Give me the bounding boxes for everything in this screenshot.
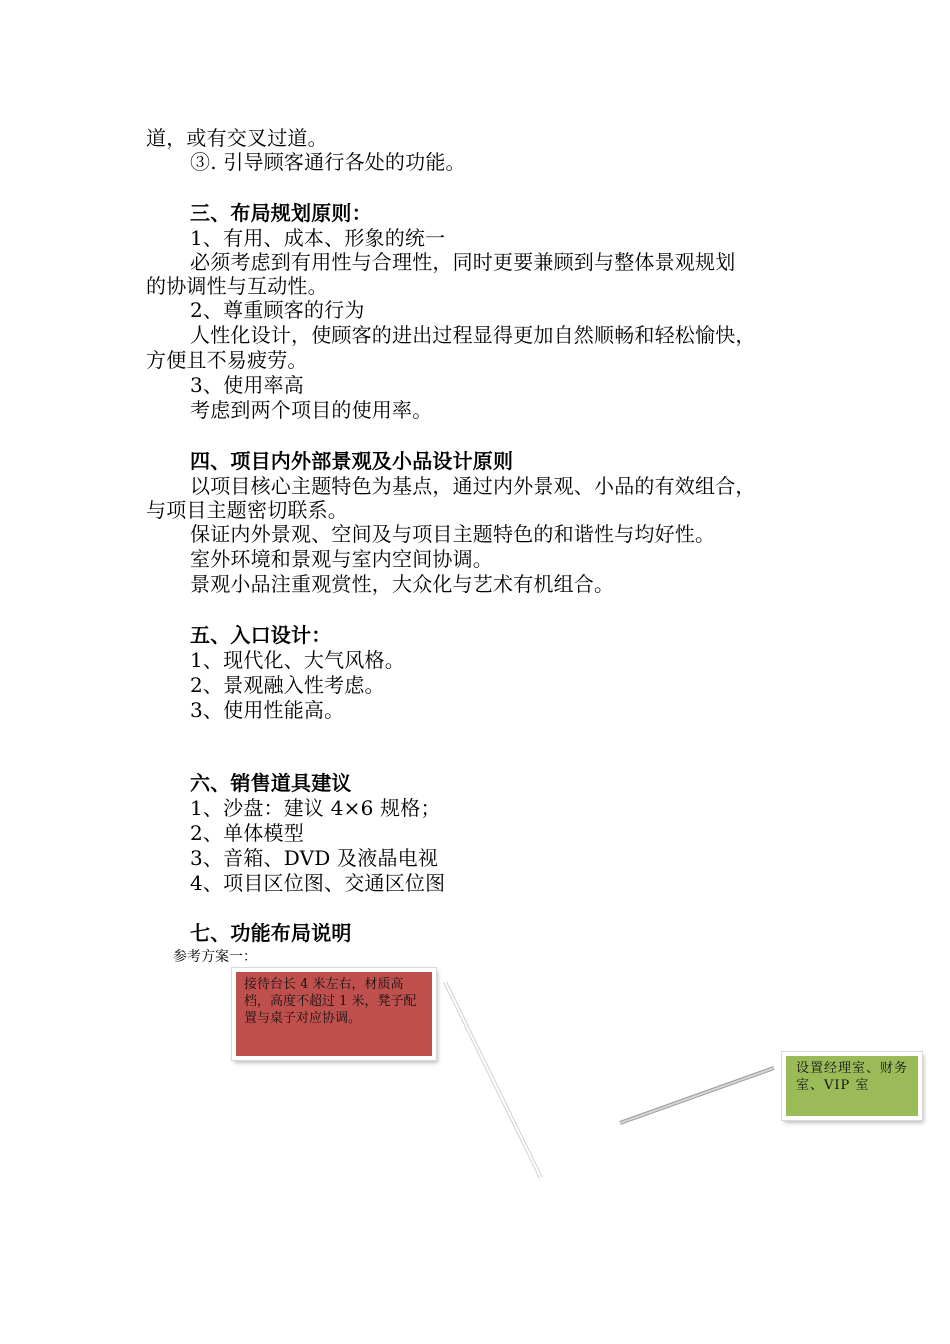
body-text-line: 与项目主题密切联系。: [146, 498, 348, 522]
body-text-line: 1、现代化、大气风格。: [190, 648, 405, 672]
body-text-line: 以项目核心主题特色为基点，通过内外景观、小品的有效组合，: [190, 474, 756, 498]
body-text-line: 2、尊重顾客的行为: [190, 298, 365, 322]
body-text-line: 保证内外景观、空间及与项目主题特色的和谐性与均好性。: [190, 522, 716, 546]
body-text-line: 必须考虑到有用性与合理性，同时更要兼顾到与整体景观规划: [190, 250, 736, 274]
connector-line-offices: [620, 1068, 774, 1123]
body-text-line: 2、单体模型: [190, 821, 304, 845]
connector-line-reception: [445, 982, 541, 1178]
body-text-line: 3、使用率高: [190, 373, 304, 397]
section-heading-entrance-design: 五、入口设计：: [190, 623, 332, 647]
connector-line-reception-highlight: [445, 982, 541, 1178]
section-heading-function-layout: 七、功能布局说明: [190, 921, 352, 945]
section-heading-landscape-principles: 四、项目内外部景观及小品设计原则: [190, 449, 514, 473]
body-text-line: 3、音箱、DVD 及液晶电视: [190, 846, 439, 870]
callout-box-reception: 接待台长 4 米左右，材质高档，高度不超过 1 米，凳子配置与桌子对应协调。: [232, 968, 436, 1060]
callout-box-offices: 设置经理室、财务室、VIP 室: [782, 1052, 922, 1120]
body-text-line: 2、景观融入性考虑。: [190, 673, 385, 697]
body-text-line: ③. 引导顾客通行各处的功能。: [190, 150, 466, 174]
connector-line-offices-highlight: [620, 1068, 774, 1123]
body-text-line: 4、项目区位图、交通区位图: [190, 871, 446, 895]
section-heading-sales-props: 六、销售道具建议: [190, 771, 352, 795]
body-text-line: 室外环境和景观与室内空间协调。: [190, 547, 493, 571]
body-text-line: 1、沙盘：建议 4×6 规格；: [190, 796, 441, 820]
body-text-line: 的协调性与互动性。: [146, 274, 328, 298]
body-text-line: 1、有用、成本、形象的统一: [190, 226, 446, 250]
scheme-label: 参考方案一：: [173, 949, 257, 965]
section-heading-layout-principles: 三、布局规划原则：: [190, 201, 372, 225]
body-text-line: 方便且不易疲劳。: [146, 348, 308, 372]
body-text-line: 道，或有交叉过道。: [146, 126, 328, 150]
body-text-line: 3、使用性能高。: [190, 698, 345, 722]
body-text-line: 人性化设计，使顾客的进出过程显得更加自然顺畅和轻松愉快，: [190, 323, 756, 347]
body-text-line: 考虑到两个项目的使用率。: [190, 398, 433, 422]
body-text-line: 景观小品注重观赏性，大众化与艺术有机组合。: [190, 572, 615, 596]
